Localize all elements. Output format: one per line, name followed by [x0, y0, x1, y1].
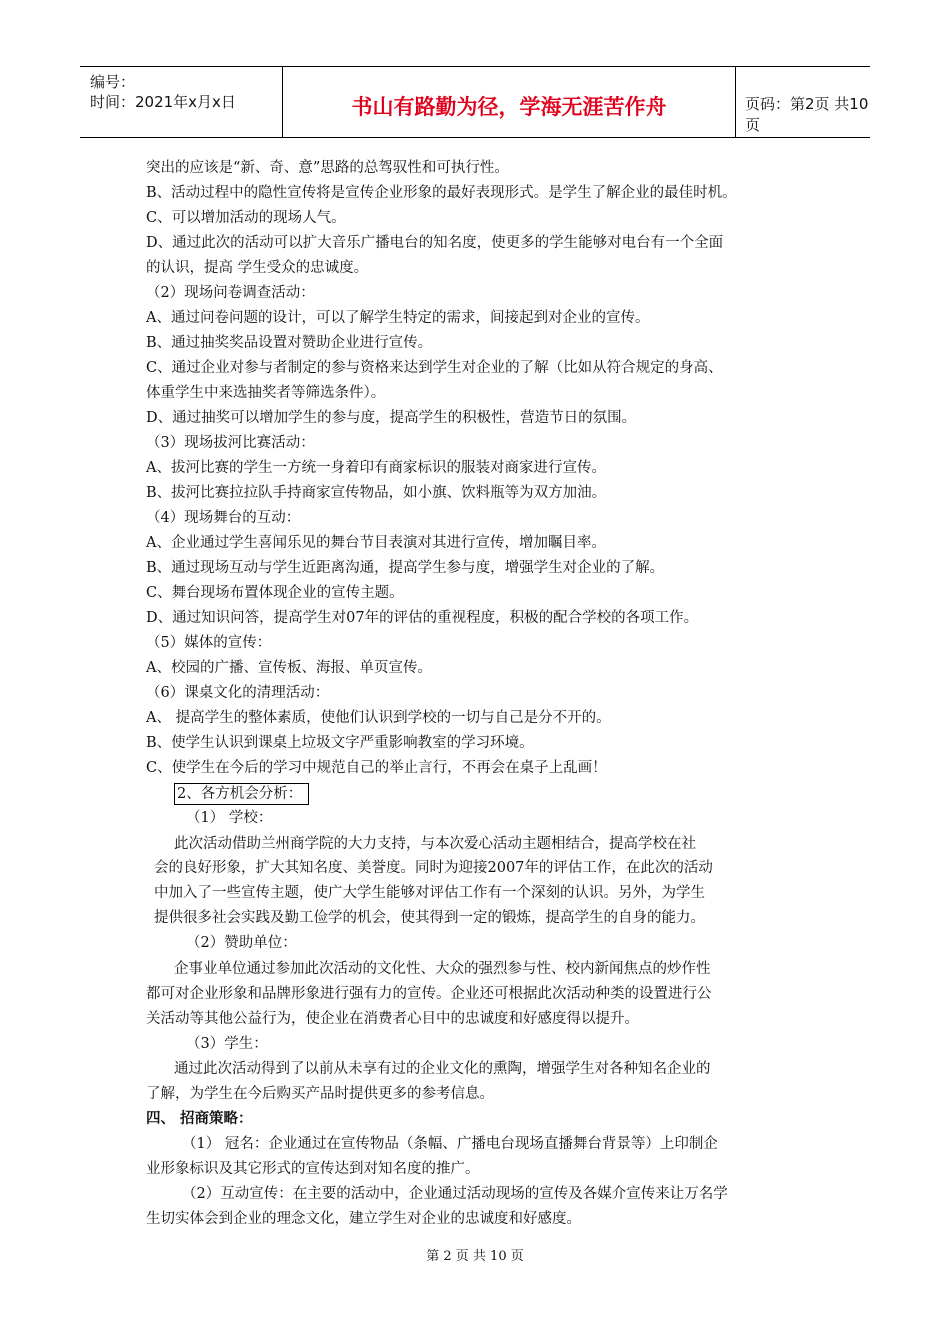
body-line: C、使学生在今后的学习中规范自己的举止言行，不再会在桌子上乱画！ — [146, 760, 607, 776]
body-line: C、通过企业对参与者制定的参与资格来达到学生对企业的了解（比如从符合规定的身高、 — [146, 360, 723, 376]
body-line: A、 提高学生的整体素质，使他们认识到学校的一切与自己是分不开的。 — [146, 710, 611, 726]
body-line: 了解，为学生在今后购买产品时提供更多的参考信息。 — [146, 1086, 494, 1102]
header-left-cell — [80, 67, 283, 137]
subheading-tug-of-war: （3）现场拔河比赛活动： — [146, 435, 315, 451]
body-line: 中加入了一些宣传主题，使广大学生能够对评估工作有一个深刻的认识。另外，为学生 — [154, 885, 705, 901]
body-line: 体重学生中来选抽奖者等筛选条件）。 — [146, 385, 386, 401]
body-line: A、通过问卷问题的设计，可以了解学生特定的需求，间接起到对企业的宣传。 — [146, 310, 650, 326]
page-footer: 第 2 页 共 10 页 — [426, 1249, 524, 1264]
header-motto: 书山有路勤为径，学海无涯苦作舟 — [351, 95, 667, 119]
body-line: A、拔河比赛的学生一方统一身着印有商家标识的服装对商家进行宣传。 — [146, 460, 606, 476]
body-line: （2）互动宣传：在主要的活动中，企业通过活动现场的宣传及各媒介宣传来让万名学 — [182, 1186, 728, 1202]
section-heading-opportunity-analysis: 2、各方机会分析： — [174, 783, 309, 805]
subheading-onsite-survey: （2）现场问卷调查活动： — [146, 285, 315, 301]
body-line: 提供很多社会实践及勤工俭学的机会，使其得到一定的锻炼，提高学生的自身的能力。 — [154, 910, 705, 926]
header-motto-cell — [283, 67, 736, 137]
body-line: 通过此次活动得到了以前从未享有过的企业文化的熏陶，增强学生对各种知名企业的 — [174, 1061, 711, 1077]
page-header — [80, 66, 870, 138]
date-label: 时间：2021年x月x日 — [90, 93, 236, 111]
body-line: B、拔河比赛拉拉队手持商家宣传物品，如小旗、饮料瓶等为双方加油。 — [146, 485, 607, 501]
body-line: 企事业单位通过参加此次活动的文化性、大众的强烈参与性、校内新闻焦点的炒作性 — [174, 961, 711, 977]
body-line: D、通过此次的活动可以扩大音乐广播电台的知名度，使更多的学生能够对电台有一个全面 — [146, 235, 724, 251]
body-line: 业形象标识及其它形式的宣传达到对知名度的推广。 — [146, 1161, 480, 1177]
subheading-school: （1） 学校： — [186, 810, 273, 826]
body-line: C、可以增加活动的现场人气。 — [146, 210, 346, 226]
number-label: 编号： — [90, 73, 136, 91]
body-line: B、通过现场互动与学生近距离沟通，提高学生参与度，增强学生对企业的了解。 — [146, 560, 665, 576]
body-line: A、企业通过学生喜闻乐见的舞台节目表演对其进行宣传，增加瞩目率。 — [146, 535, 606, 551]
body-line: 会的良好形象，扩大其知名度、美誉度。同时为迎接2007年的评估工作，在此次的活动 — [154, 860, 713, 876]
subheading-media: （5）媒体的宣传： — [146, 635, 272, 651]
body-line: （1） 冠名：企业通过在宣传物品（条幅、广播电台现场直播舞台背景等）上印制企 — [182, 1136, 718, 1152]
subheading-desk-cleanup: （6）课桌文化的清理活动： — [146, 685, 330, 701]
subheading-students: （3）学生： — [186, 1036, 268, 1052]
body-line: 都可对企业形象和品牌形象进行强有力的宣传。企业还可根据此次活动种类的设置进行公 — [146, 986, 712, 1002]
body-line: 此次活动借助兰州商学院的大力支持，与本次爱心活动主题相结合，提高学校在社 — [174, 836, 696, 852]
subheading-sponsor: （2）赞助单位： — [186, 935, 297, 951]
body-line: B、通过抽奖奖品设置对赞助企业进行宣传。 — [146, 335, 433, 351]
header-page-info: 页码：第2页 共10页 — [745, 95, 869, 134]
body-line: C、舞台现场布置体现企业的宣传主题。 — [146, 585, 404, 601]
body-line: 生切实体会到企业的理念文化，建立学生对企业的忠诚度和好感度。 — [146, 1211, 581, 1227]
header-right-cell — [736, 67, 870, 137]
body-line: 关活动等其他公益行为，使企业在消费者心目中的忠诚度和好感度得以提升。 — [146, 1011, 639, 1027]
subheading-stage-interaction: （4）现场舞台的互动： — [146, 510, 301, 526]
body-line: 的认识，提高 学生受众的忠诚度。 — [146, 260, 369, 276]
section-heading-sponsorship-strategy: 四、 招商策略： — [146, 1110, 253, 1127]
body-line: B、使学生认识到课桌上垃圾文字严重影响教室的学习环境。 — [146, 735, 534, 751]
body-line: 突出的应该是“新、奇、意”思路的总驾驭性和可执行性。 — [146, 160, 509, 176]
body-line: D、通过抽奖可以增加学生的参与度，提高学生的积极性，营造节日的氛围。 — [146, 410, 637, 426]
body-line: D、通过知识问答，提高学生对07年的评估的重视程度，积极的配合学校的各项工作。 — [146, 610, 699, 626]
body-line: B、活动过程中的隐性宣传将是宣传企业形象的最好表现形式。是学生了解企业的最佳时机。 — [146, 185, 737, 201]
body-line: A、校园的广播、宣传板、海报、单页宣传。 — [146, 660, 432, 676]
